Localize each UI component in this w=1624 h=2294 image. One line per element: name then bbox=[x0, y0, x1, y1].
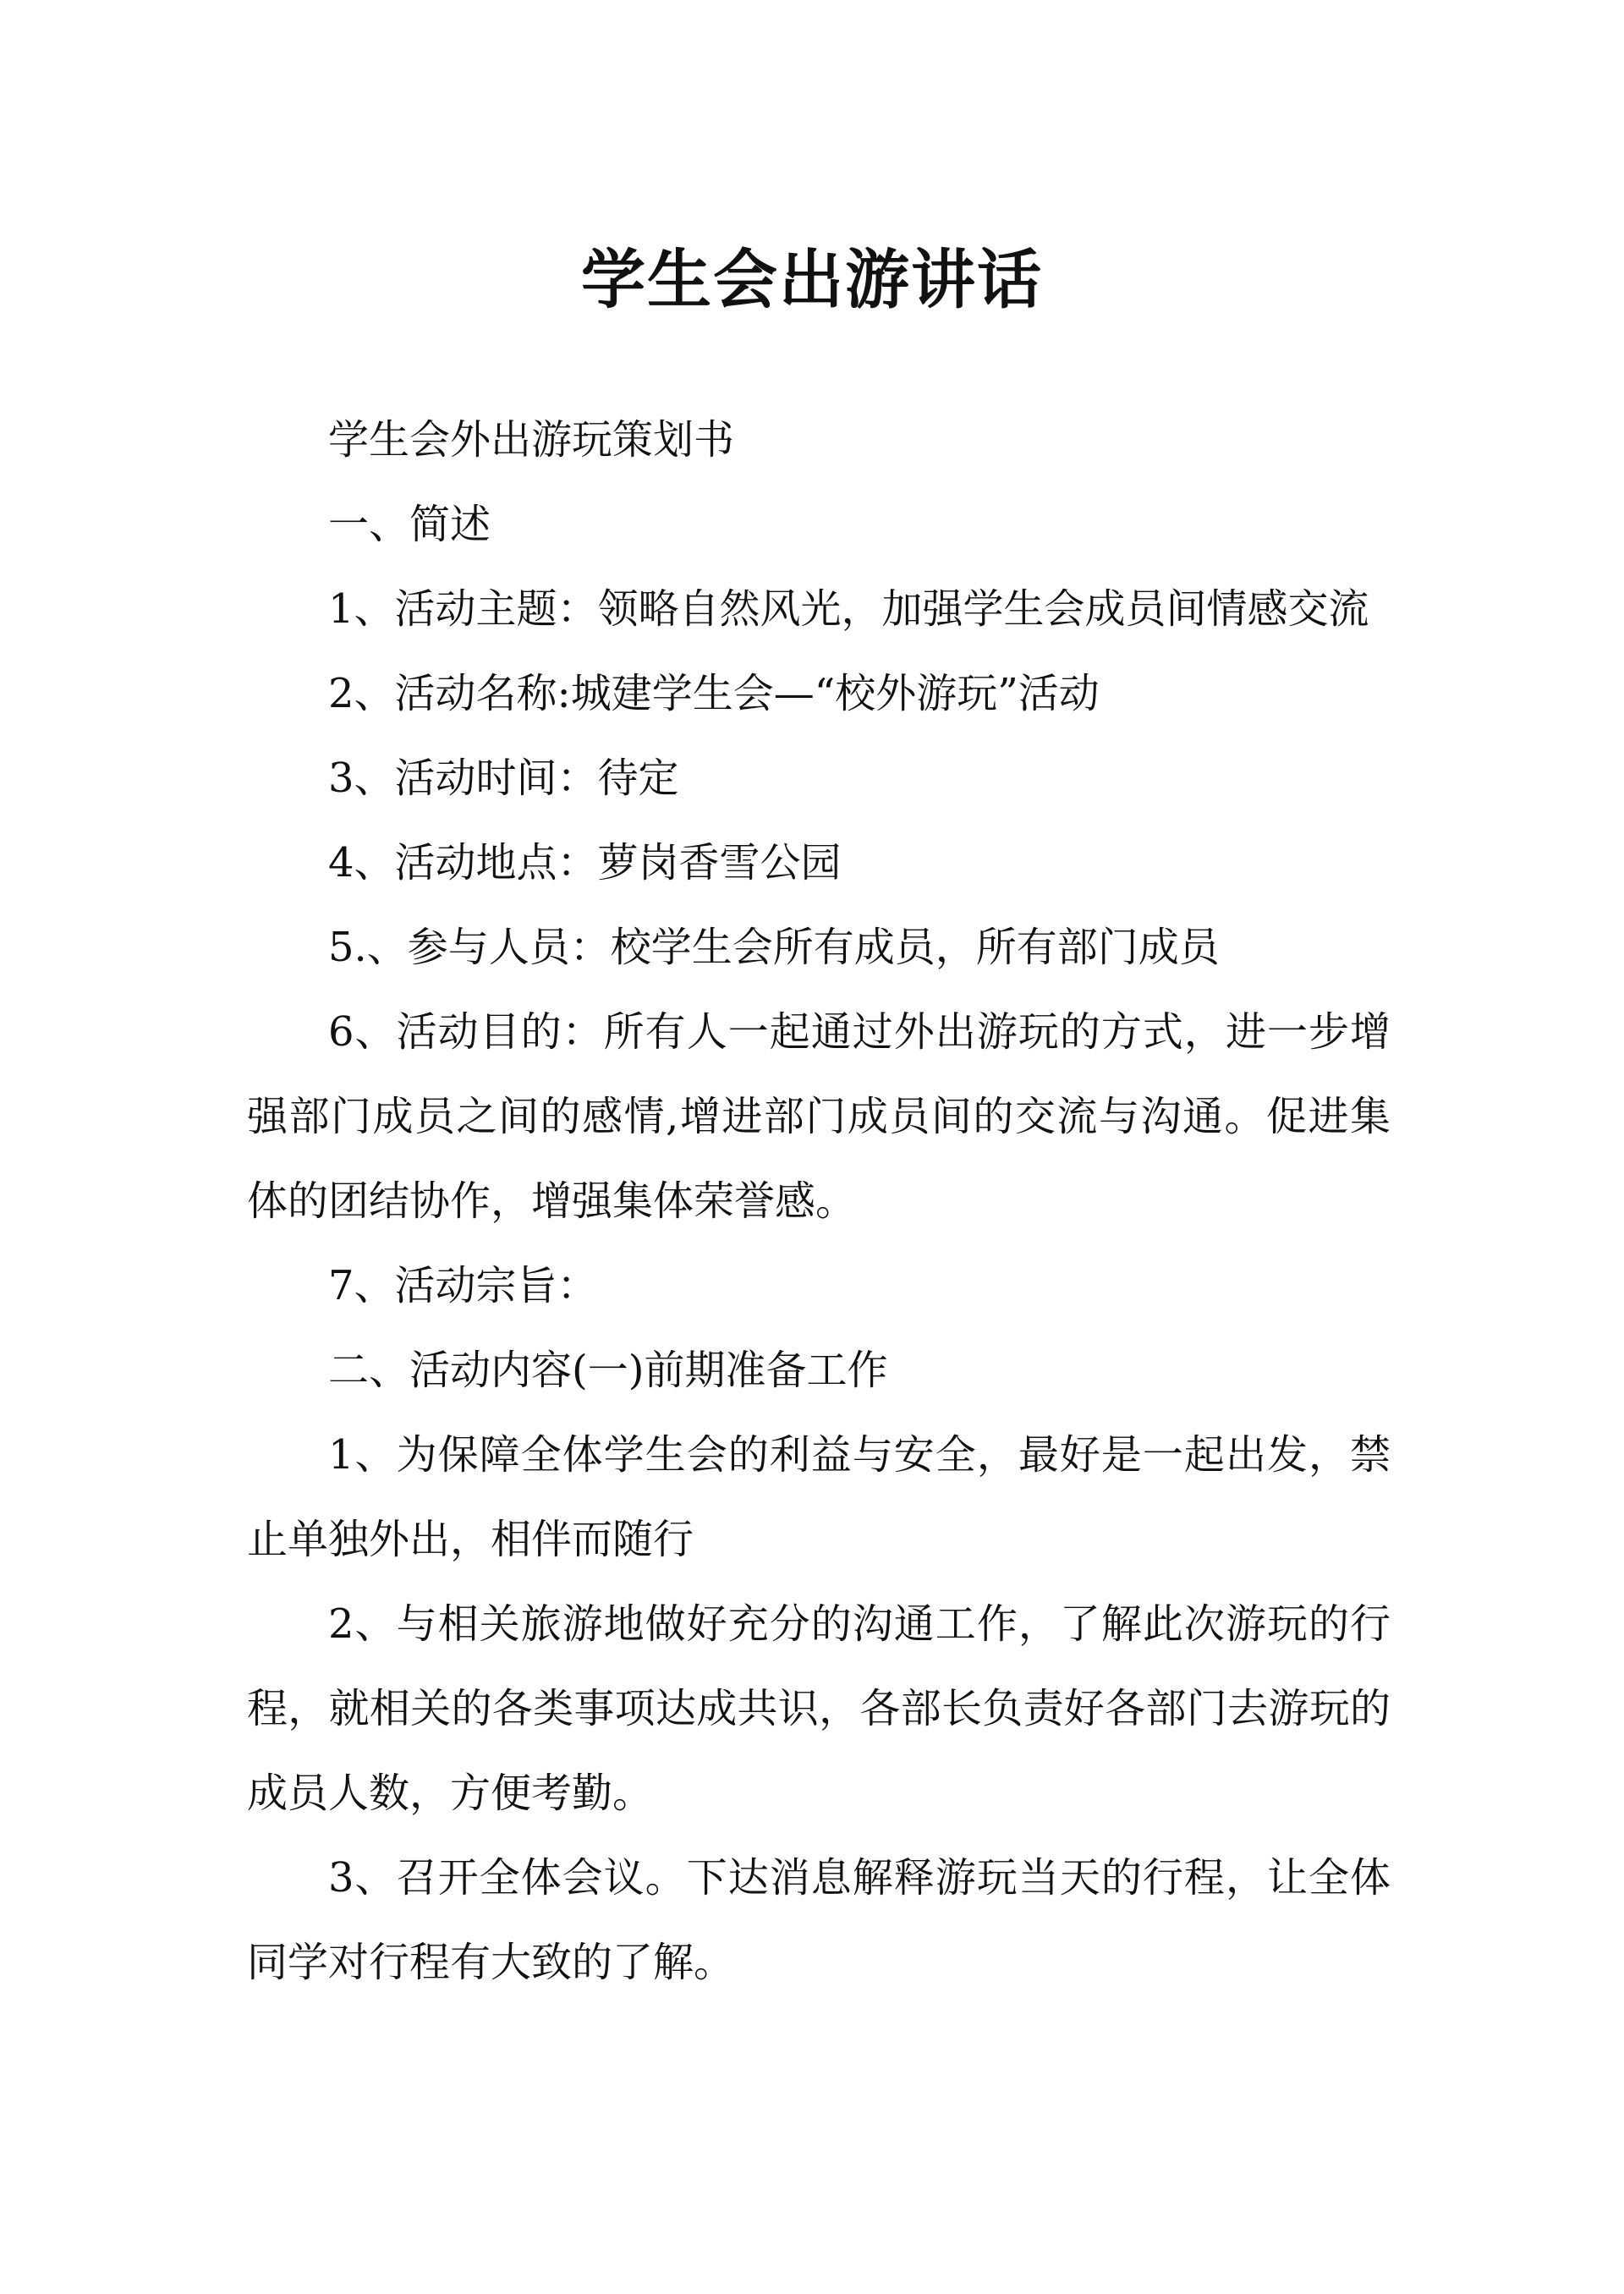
paragraph-activity-name: 2、活动名称:城建学生会—“校外游玩”活动 bbox=[328, 670, 1100, 717]
document-body bbox=[247, 398, 1391, 2005]
paragraph-prep-safety: 1、为保障全体学生会的利益与安全，最好是一起出发，禁止单独外出，相伴而随行 bbox=[247, 1431, 1391, 1563]
paragraph-activity-location: 4、活动地点：萝岗香雪公园 bbox=[328, 839, 842, 886]
paragraph-participants: 5.、参与人员：校学生会所有成员，所有部门成员 bbox=[328, 924, 1220, 971]
paragraph-prep-meeting: 3、召开全体会议。下达消息解释游玩当天的行程，让全体同学对行程有大致的了解。 bbox=[247, 1854, 1391, 1986]
paragraph-activity-purpose: 6、活动目的：所有人一起通过外出游玩的方式，进一步增强部门成员之间的感情,增进部门成员间的交流与沟通。促进集体的团结协作，增强集体荣誉感。 bbox=[247, 1008, 1391, 1225]
paragraph-plan-heading: 学生会外出游玩策划书 bbox=[328, 416, 735, 464]
paragraph-section-overview: 一、简述 bbox=[328, 501, 491, 548]
paragraph-activity-theme: 1、活动主题：领略自然风光，加强学生会成员间情感交流 bbox=[328, 585, 1369, 633]
paragraph-section-content: 二、活动内容(一)前期准备工作 bbox=[328, 1347, 888, 1394]
paragraph-prep-communication: 2、与相关旅游地做好充分的沟通工作，了解此次游玩的行程，就相关的各类事项达成共识，各部长负责好各部门去游玩的成员人数，方便考勤。 bbox=[247, 1600, 1391, 1817]
paragraph-activity-time: 3、活动时间：待定 bbox=[328, 755, 679, 802]
document-title: 学生会出游讲话 bbox=[581, 241, 1043, 317]
paragraph-activity-tenet: 7、活动宗旨： bbox=[328, 1262, 598, 1309]
